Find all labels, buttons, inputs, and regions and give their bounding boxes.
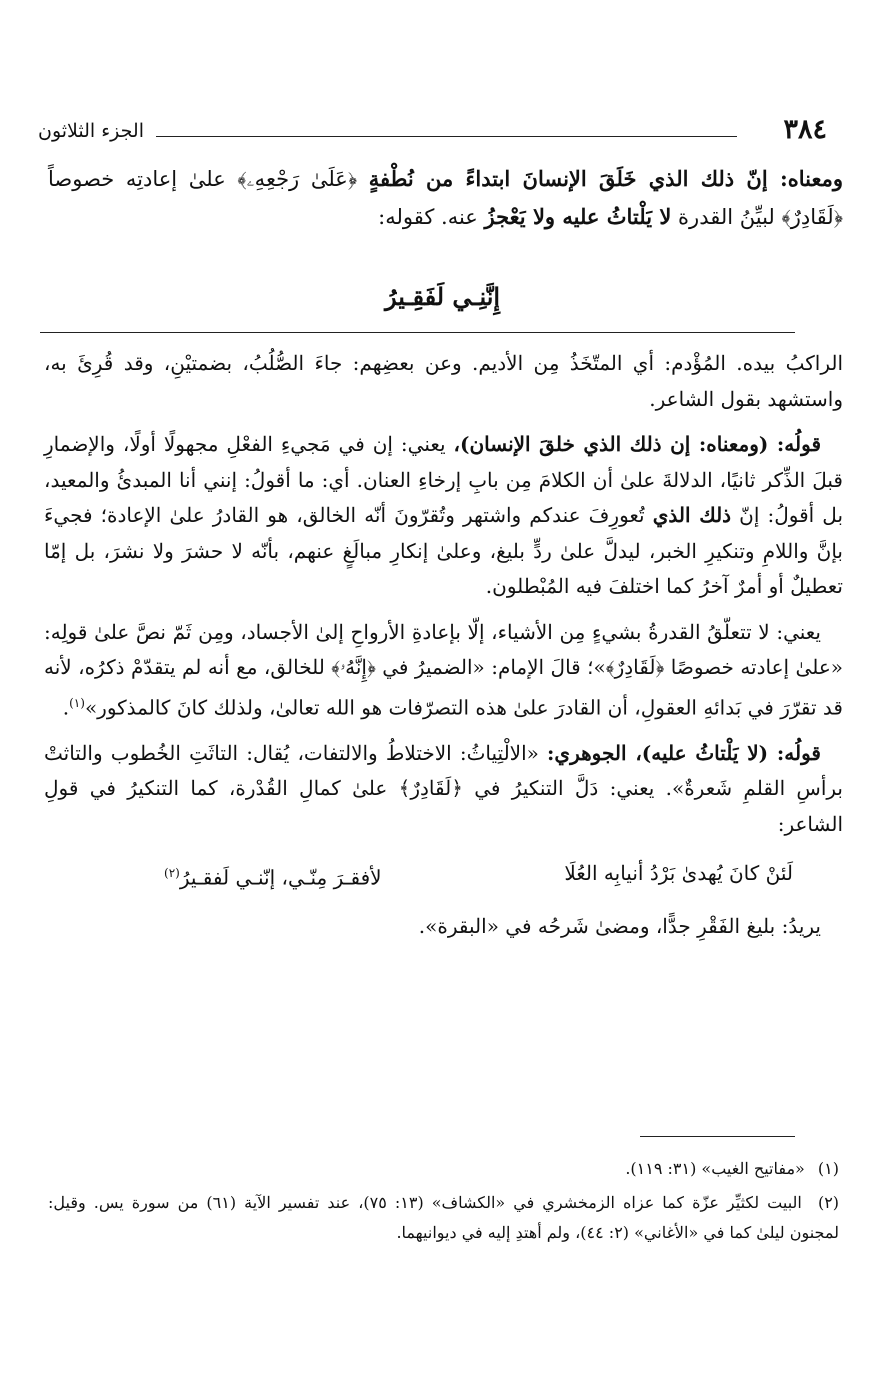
commentary-paragraph-4 <box>44 736 843 843</box>
verse-first-hemistich: لَئنْ كانَ يُهدىٰ بَرْدُ أنيابِه العُلَا <box>564 861 793 886</box>
verse-second-hemistich <box>164 856 382 895</box>
paragraph-4-lead: قولُه: (لا يَلْتاثُ عليه)، الجوهري: <box>547 740 821 765</box>
paragraph-4-text: «الالْتِياثُ: الاختلاطُ والالتفات، يُقال: التاثَتِ الخُطوب والتاثتْ برأسِ القلمِ شَعرةٌ». يعني: دَلَّ التنكيرُ في ﴿لَقَادِرٌ﴾ علىٰ كمالِ القُدْرة، كما التنكيرُ في قولِ الشاعر: <box>44 740 843 836</box>
footnotes <box>48 1154 839 1252</box>
verse-second-text: لأفقـرَ مِنّـي، إنّنـي لَفقـيرُ <box>179 865 382 890</box>
commentary-paragraph-2 <box>44 427 843 605</box>
footnote-ref-1: (١) <box>69 695 85 710</box>
main-text-2: عنه. كقوله: <box>378 205 478 229</box>
paragraph-2-text-b: تُعورِفَ عندكم واشتهر وتُقرّونَ أنّه الخالق، هو القادرُ علىٰ الإعادة؛ فجيءَ بإنَّ واللامِ وتنكيرِ الخبر، ليدلَّ علىٰ ردٍّ بليغ، وعلىٰ إنكارِ مبالَغٍ عنهم، بأنّه لا حشرَ ولا نشرَ، بل إمّا تعطيلٌ أو أمرٌ آخرُ كما اختلفَ فيه المُبْطلون. <box>44 503 843 598</box>
header-rule <box>156 136 737 137</box>
page-header <box>38 112 827 148</box>
main-verse: إِنَّنِـي لَفَقِـيرُ <box>384 282 501 311</box>
footnote-1-text: «مفاتيح الغيب» (٣١: ١١٩). <box>625 1159 805 1178</box>
footnote-1-number: (١) <box>817 1159 839 1178</box>
main-text <box>48 160 843 236</box>
paragraph-2-text-a: يعني: إن في مَجيءِ الفعْلِ مجهولًا أولًا، والإضمارِ قبلَ الذِّكر ثانيًا، الدلالةَ علىٰ أن الكلامَ مِن بابِ إرخاءِ العنان. أي: ما أقولُ: إنني أنا المبدئُ والمعيد، بل أقولُ: إنّ <box>44 432 844 527</box>
paragraph-3-end: . <box>62 695 70 720</box>
footnote-2-text: البيت لكثيِّر عزّة كما عزاه الزمخشري في «الكشاف» (١٣: ٧٥)، عند تفسير الآية (٦١) من سورة يس. وقيل: لمجنون ليلىٰ كما في «الأغاني» (٢: ٤٤)، ولم أهتدِ إليه في ديوانيهما. <box>48 1193 839 1242</box>
poetry-verse <box>44 856 843 895</box>
page-number: ٣٨٤ <box>783 114 827 145</box>
footnote-1 <box>48 1154 839 1184</box>
main-text-1: ﴿عَلَىٰ رَجْعِهِۦ﴾ علىٰ إعادتِه خصوصاً ﴿لَقَادِرٌ﴾ لبيِّنُ القدرة <box>48 167 843 229</box>
main-bold-2: لا يَلْتاثُ عليه ولا يَعْجزُ <box>484 204 672 229</box>
footnote-rule <box>640 1136 795 1137</box>
commentary-paragraph-1: الراكبُ بيده. المُؤْدم: أي المتّخَذُ مِن الأديم. وعن بعضِهم: جاءَ الصُّلُبُ، بضمتيْنِ، وقد قُرِئَ به، واستشهد بقول الشاعر. <box>44 351 843 411</box>
paragraph-2-lead: قولُه: (ومعناه: إن ذلك الذي خلقَ الإنسان)، <box>453 432 822 456</box>
footnote-ref-2: (٢) <box>164 866 180 881</box>
main-paragraph <box>48 160 843 236</box>
commentary-paragraph-3 <box>44 615 843 726</box>
commentary-paragraph-5: يريدُ: بليغ الفَقْرِ جدًّا، ومضىٰ شَرحُه في «البقرة». <box>418 913 821 938</box>
footnote-2-number: (٢) <box>817 1193 840 1212</box>
commentary <box>44 346 843 954</box>
running-title: الجزء الثلاثون <box>38 120 144 142</box>
main-lead: ومعناه: إنّ ذلك الذي خَلَقَ الإنسانَ ابتداءً من نُطْفةٍ <box>368 166 843 191</box>
footnote-2 <box>48 1188 839 1248</box>
main-rule <box>40 332 795 333</box>
paragraph-2-bold: ذلك الذي <box>652 503 732 527</box>
paragraph-3-text: يعني: لا تتعلّقُ القدرةُ بشيءٍ مِن الأشياء، إلّا بإعادةِ الأرواحِ إلىٰ الأجساد، ومِن ثَمّ نصَّ علىٰ قولِه: «علىٰ إعادته خصوصًا ﴿لَقَادِرٌ﴾»؛ قالَ الإمام: «الضميرُ في ﴿إِنَّهُۥ﴾ للخالق، مع أنه لم يتقدّمْ ذكرُه، لأنه قد تقرّرَ في بَدائهِ العقولِ، أن القادرَ علىٰ هذه التصرّفات هو الله تعالىٰ، ولذلك كانَ كالمذكور» <box>44 619 843 720</box>
